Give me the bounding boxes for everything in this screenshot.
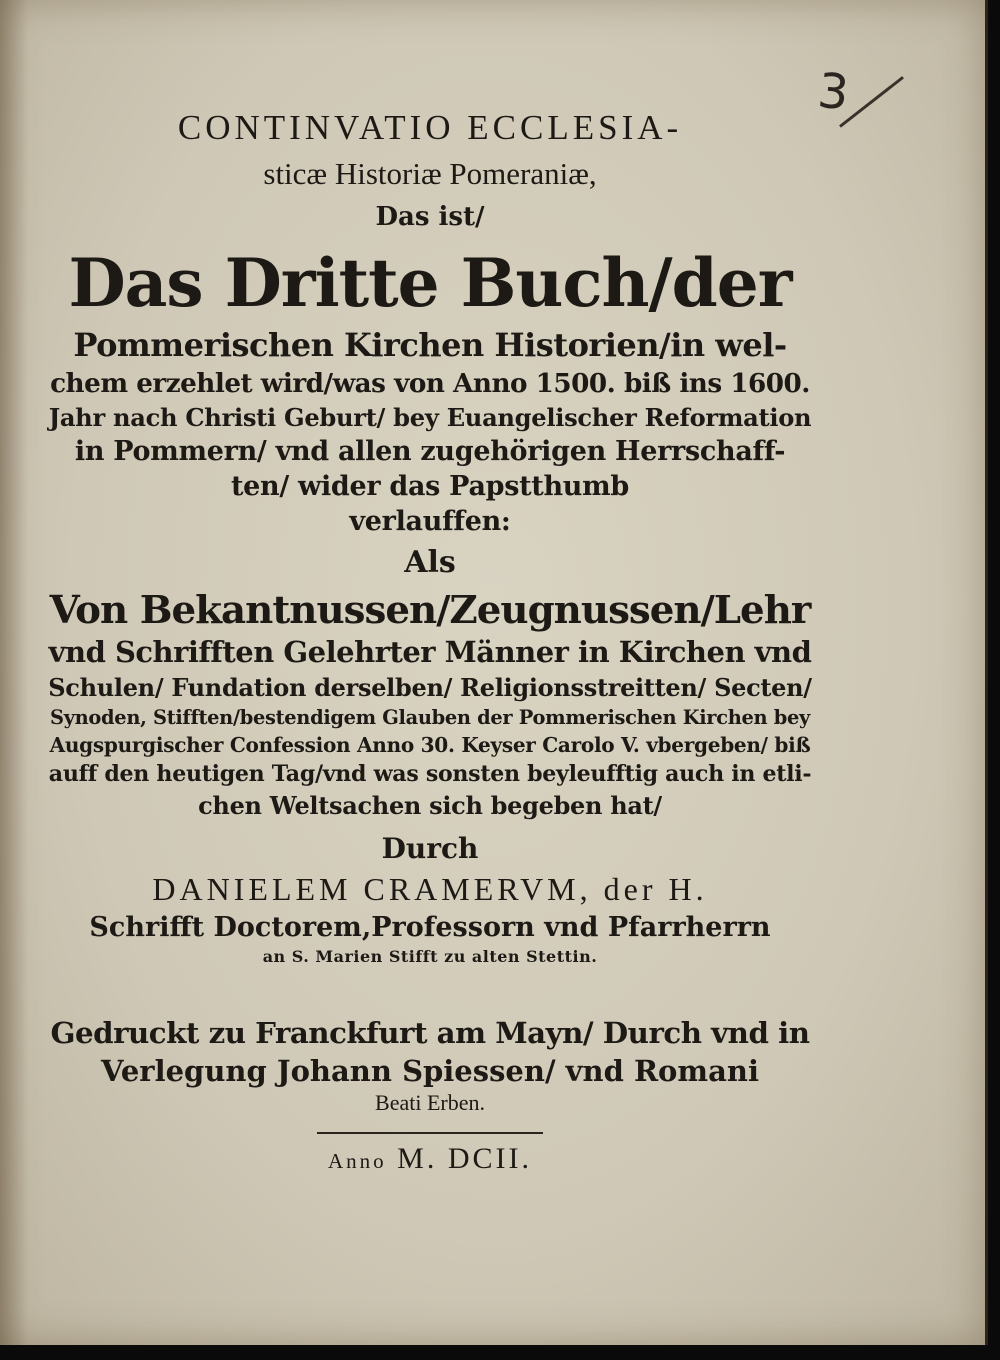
subject-line-1: Von Bekantnussen/Zeugnussen/Lehr bbox=[49, 588, 811, 633]
author-name: DANIELEM CRAMERVM, der H. bbox=[152, 871, 708, 907]
title-line-1: CONTINVATIO ECCLESIA- bbox=[177, 108, 683, 147]
title-line-7: Jahr nach Christi Geburt/ bey Euangelischer Reformation bbox=[48, 403, 812, 432]
folio-number: 3 bbox=[815, 62, 852, 122]
title-block bbox=[40, 100, 820, 1176]
subject-line-4: Synoden, Stifften/bestendigem Glauben der Pommerischen Kirchen bey bbox=[50, 706, 810, 729]
subject-als: Als bbox=[404, 545, 456, 580]
anno-label: Anno bbox=[327, 1149, 387, 1173]
subject-line-5: Augspurgischer Confession Anno 30. Keyser Carolo V. vbergeben/ biß bbox=[49, 733, 811, 757]
main-title: Das Dritte Buch/der bbox=[68, 244, 792, 322]
spine-shadow bbox=[0, 0, 28, 1345]
subject-line-6: auff den heutigen Tag/vnd was sonsten beyleufftig auch in etli- bbox=[48, 761, 812, 787]
title-line-5: Pommerischen Kirchen Historien/in wel- bbox=[73, 326, 787, 364]
title-line-9: ten/ wider das Papstthumb bbox=[230, 471, 629, 502]
imprint-line-2: Verlegung Johann Spiessen/ vnd Romani bbox=[101, 1054, 759, 1088]
subject-line-2: vnd Schrifften Gelehrter Männer in Kirchen vnd bbox=[48, 635, 812, 669]
author-title: Schrifft Doctorem,Professorn vnd Pfarrherrn bbox=[89, 912, 771, 943]
title-line-8: in Pommern/ vnd allen zugehörigen Herrschaff- bbox=[74, 436, 786, 467]
title-line-3: Das ist/ bbox=[375, 202, 485, 232]
divider-rule bbox=[317, 1132, 543, 1134]
title-line-2: sticæ Historiæ Pomeraniæ, bbox=[263, 156, 597, 191]
title-line-6: chem erzehlet wird/was von Anno 1500. biß ins 1600. bbox=[50, 368, 810, 399]
anno-year: M. DCII. bbox=[397, 1142, 532, 1175]
author-durch: Durch bbox=[381, 832, 479, 865]
author-location: an S. Marien Stifft zu alten Stettin. bbox=[262, 947, 598, 966]
imprint-line-3: Beati Erben. bbox=[375, 1090, 485, 1115]
title-line-10: verlauffen: bbox=[349, 506, 511, 537]
subject-line-7: chen Weltsachen sich begeben hat/ bbox=[198, 791, 662, 820]
subject-line-3: Schulen/ Fundation derselben/ Religionsstreitten/ Secten/ bbox=[48, 673, 812, 702]
imprint-line-1: Gedruckt zu Franckfurt am Mayn/ Durch vnd in bbox=[50, 1016, 810, 1050]
publication-date bbox=[40, 1142, 820, 1176]
